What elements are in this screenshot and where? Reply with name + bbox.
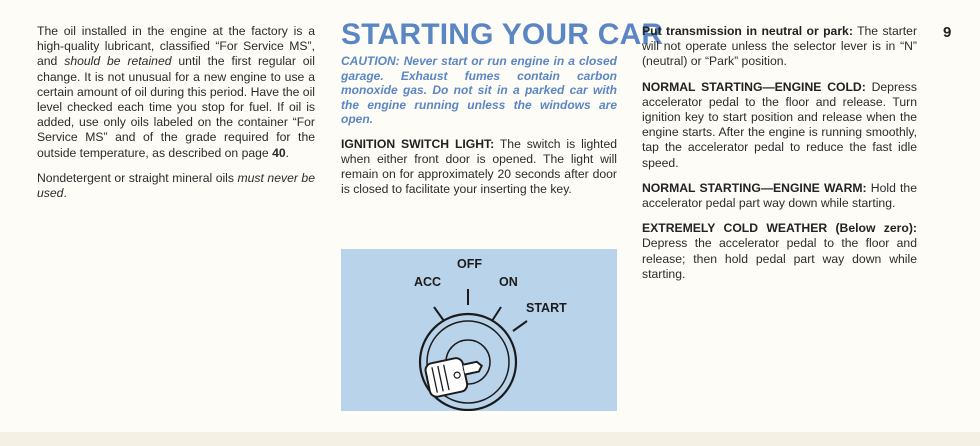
ignition-body: The switch is lighted when either front door is opened. The light will remain on for approximately 20 seconds after door is closed to facilitate your inserting the key. xyxy=(341,136,617,197)
cold-start-paragraph xyxy=(642,80,917,171)
oil-text-b: until the first regular oil change. It is not unusual for a new engine to use a certain amount of oil during this period. Have the oil level checked each time you stop for fuel. If oil is added, use only oils labeled on the container “For Service MS” and of the grade required for the outside temperature, as described on page xyxy=(37,54,315,160)
section-title: STARTING YOUR CAR xyxy=(341,18,664,51)
acc-label: ACC xyxy=(414,275,442,289)
on-label: ON xyxy=(499,275,518,289)
nondetergent-emphasis: must never be used xyxy=(37,170,315,201)
ignition-paragraph xyxy=(341,137,617,198)
transmission-heading: Put transmission in neutral or park: xyxy=(642,24,853,38)
ignition-heading: IGNITION SWITCH LIGHT: xyxy=(341,136,495,151)
page-reference: 40 xyxy=(272,145,286,160)
warm-start-body: Hold the accelerator pedal part way down while starting. xyxy=(642,180,917,211)
start-label: START xyxy=(526,301,567,315)
caution-text: CAUTION: Never start or run engine in a closed garage. Exhaust fumes contain carbon monoxide gas. Do not sit in a parked car with the engine running unless the windows are open. xyxy=(341,54,617,126)
oil-paragraph xyxy=(37,24,315,161)
cold-start-heading: NORMAL STARTING—ENGINE COLD: xyxy=(642,79,866,94)
nondetergent-text: Nondetergent or straight mineral oils xyxy=(37,170,238,185)
oil-emphasis: should be retained xyxy=(64,54,172,69)
transmission-body: The starter will not operate unless the selector lever is in “N” (neutral) or “Park” position. xyxy=(642,24,918,69)
oil-text-end: . xyxy=(285,145,290,160)
warm-start-heading: NORMAL STARTING—ENGINE WARM: xyxy=(642,180,867,195)
page-number: 9 xyxy=(943,24,952,41)
cold-start-body: Depress accelerator pedal to the floor and release. Turn ignition key to start position and release when the engine starts. After the engine is running smoothly, tap the accelerator pedal to reduce the fast idle speed. xyxy=(642,79,917,170)
oil-text-a: The oil installed in the engine at the factory is a high-quality lubricant, classified “For Service MS”, and xyxy=(37,24,315,69)
off-label: OFF xyxy=(457,257,482,271)
instructions-column xyxy=(642,24,917,292)
oil-column xyxy=(37,24,315,211)
cold-weather-heading: EXTREMELY COLD WEATHER (Below zero): xyxy=(642,221,917,236)
ignition-switch-figure xyxy=(341,249,617,411)
warm-start-paragraph xyxy=(642,181,917,211)
transmission-paragraph xyxy=(642,24,917,70)
cold-weather-paragraph xyxy=(642,221,917,282)
nondetergent-end: . xyxy=(63,186,67,201)
ignition-switch-illustration xyxy=(341,249,617,411)
cold-weather-body: Depress the accelerator pedal to the floor and release; then hold pedal part way down while starting. xyxy=(642,236,917,281)
page-bottom-edge xyxy=(0,432,980,446)
starting-column xyxy=(341,18,664,207)
nondetergent-paragraph xyxy=(37,171,315,201)
